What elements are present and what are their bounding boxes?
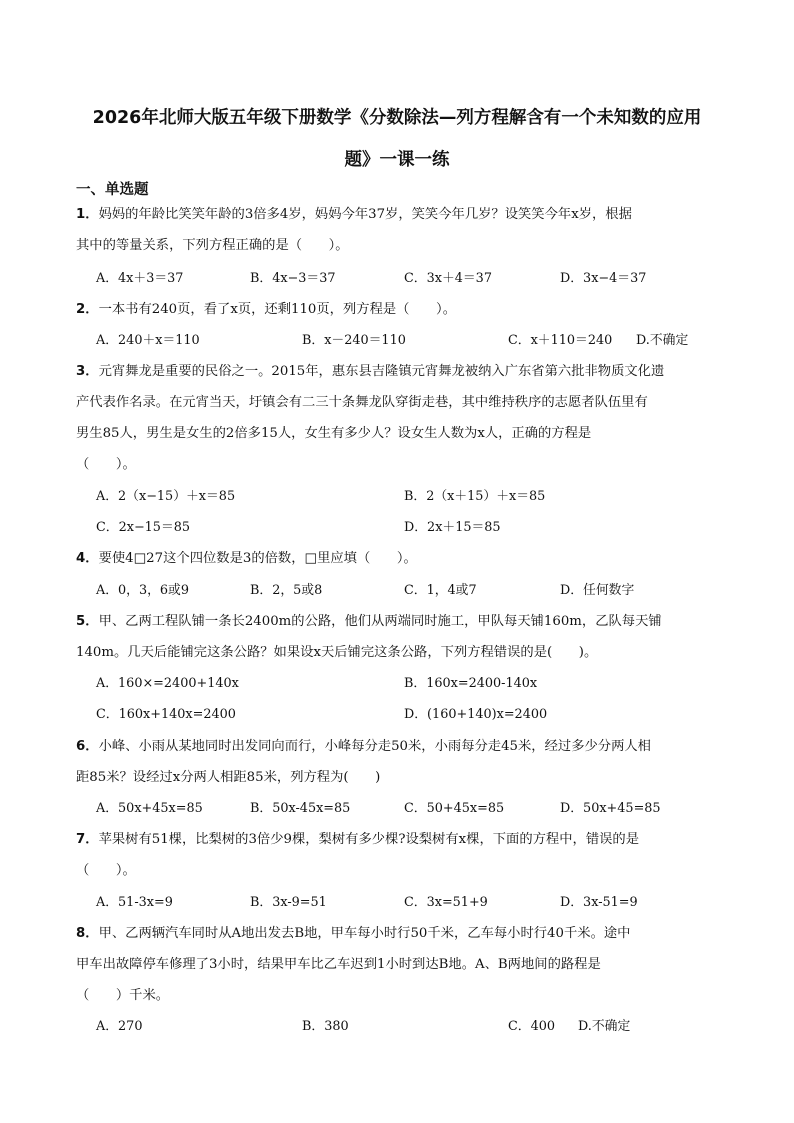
question-4	[76, 549, 417, 569]
option-c[interactable]: C．3x=51+9	[404, 895, 488, 910]
option-a[interactable]: A．50x+45x=85	[96, 801, 203, 816]
option-c[interactable]: C．3x＋4＝37	[404, 271, 492, 286]
option-d[interactable]: D.不确定	[636, 333, 689, 348]
question-number: 5．	[76, 614, 99, 629]
option-c[interactable]: C．x＋110＝240	[508, 333, 613, 348]
question-text: 男生85人，男生是女生的2倍多15人，女生有多少人？设女生人数为x人，正确的方程是	[76, 426, 592, 441]
question-text: 其中的等量关系，下列方程正确的是（ ）。	[76, 238, 349, 253]
question-text: （ ）千米。	[76, 988, 170, 1003]
question-7	[76, 830, 639, 850]
option-b[interactable]: B．380	[302, 1019, 349, 1034]
option-a[interactable]: A．240＋x＝110	[96, 333, 200, 348]
option-b[interactable]: B．x－240＝110	[302, 333, 406, 348]
option-d[interactable]: D．3x-51=9	[560, 895, 638, 910]
option-c[interactable]: C．1，4或7	[404, 583, 477, 598]
question-number: 4．	[76, 551, 99, 566]
option-d[interactable]: D．(160+140)x=2400	[404, 707, 548, 722]
option-b[interactable]: B．50x-45x=85	[250, 801, 351, 816]
question-text: 产代表作名录。在元宵当天，圩镇会有二三十条舞龙队穿街走巷，其中维持秩序的志愿者队伍里有	[76, 395, 648, 410]
option-c[interactable]: C．2x−15＝85	[96, 520, 191, 535]
question-5	[76, 612, 662, 632]
option-b[interactable]: B．3x-9=51	[250, 895, 327, 910]
section-heading: 一、单选题	[76, 182, 149, 198]
option-b[interactable]: B．4x−3＝37	[250, 271, 336, 286]
option-c[interactable]: C．160x+140x=2400	[96, 707, 236, 722]
question-3	[76, 362, 664, 382]
option-c[interactable]: C．400	[508, 1019, 556, 1034]
question-text: 140m。几天后能铺完这条公路？如果设x天后铺完这条公路，下列方程错误的是( )。	[76, 645, 598, 660]
option-a[interactable]: A．51-3x=9	[96, 895, 173, 910]
question-text: （ ）。	[76, 457, 136, 472]
question-number: 7．	[76, 832, 99, 847]
option-a[interactable]: A．0，3，6或9	[96, 583, 189, 598]
question-number: 6．	[76, 739, 99, 754]
question-number: 3．	[76, 364, 99, 379]
question-text: 元宵舞龙是重要的民俗之一。2015年，惠东县吉隆镇元宵舞龙被纳入广东省第六批非物质文化遗	[98, 364, 665, 379]
question-text: 距85米？设经过x分两人相距85米，列方程为( )	[76, 770, 381, 785]
question-number: 2．	[76, 302, 99, 317]
option-d[interactable]: D．3x−4＝37	[560, 271, 647, 286]
option-d[interactable]: D.不确定	[578, 1019, 631, 1034]
page-title-line1: 2026年北师大版五年级下册数学《分数除法—列方程解含有一个未知数的应用	[92, 108, 702, 128]
question-number: 8．	[76, 926, 99, 941]
page-title-line2: 题》一课一练	[344, 150, 450, 170]
question-1	[76, 205, 632, 225]
option-a[interactable]: A．2（x−15）＋x＝85	[96, 489, 236, 504]
question-text: 甲、乙两辆汽车同时从A地出发去B地，甲车每小时行50千米，乙车每小时行40千米。途中	[98, 926, 631, 941]
option-d[interactable]: D．50x+45=85	[560, 801, 661, 816]
question-6	[76, 737, 651, 757]
option-a[interactable]: A．160×=2400+140x	[96, 676, 239, 691]
question-text: 小峰、小雨从某地同时出发同向而行，小峰每分走50米，小雨每分走45米，经过多少分两人相	[98, 739, 651, 754]
question-text: （ ）。	[76, 863, 136, 878]
option-a[interactable]: A．4x＋3＝37	[96, 271, 184, 286]
option-c[interactable]: C．50+45x=85	[404, 801, 505, 816]
option-d[interactable]: D．任何数字	[560, 583, 635, 598]
question-text: 一本书有240页，看了x页，还剩110页，列方程是（ ）。	[98, 302, 456, 317]
question-2	[76, 300, 456, 320]
question-text: 苹果树有51棵，比梨树的3倍少9棵，梨树有多少棵?设梨树有x棵，下面的方程中，错误的是	[98, 832, 640, 847]
question-text: 要使4□27这个四位数是3的倍数，□里应填（ ）。	[98, 551, 417, 566]
question-text: 甲、乙两工程队铺一条长2400m的公路，他们从两端同时施工，甲队每天铺160m，乙队每天铺	[98, 614, 662, 629]
question-text: 甲车出故障停车修理了3小时，结果甲车比乙车迟到1小时到达B地。A、B两地间的路程是	[76, 957, 601, 972]
option-b[interactable]: B．160x=2400-140x	[404, 676, 538, 691]
question-text: 妈妈的年龄比笑笑年龄的3倍多4岁，妈妈今年37岁，笑笑今年几岁？设笑笑今年x岁，根据	[98, 207, 632, 222]
question-8	[76, 924, 630, 944]
option-b[interactable]: B．2（x＋15）＋x＝85	[404, 489, 546, 504]
option-b[interactable]: B．2，5或8	[250, 583, 323, 598]
question-number: 1．	[76, 207, 99, 222]
option-d[interactable]: D．2x＋15＝85	[404, 520, 501, 535]
option-a[interactable]: A．270	[96, 1019, 143, 1034]
